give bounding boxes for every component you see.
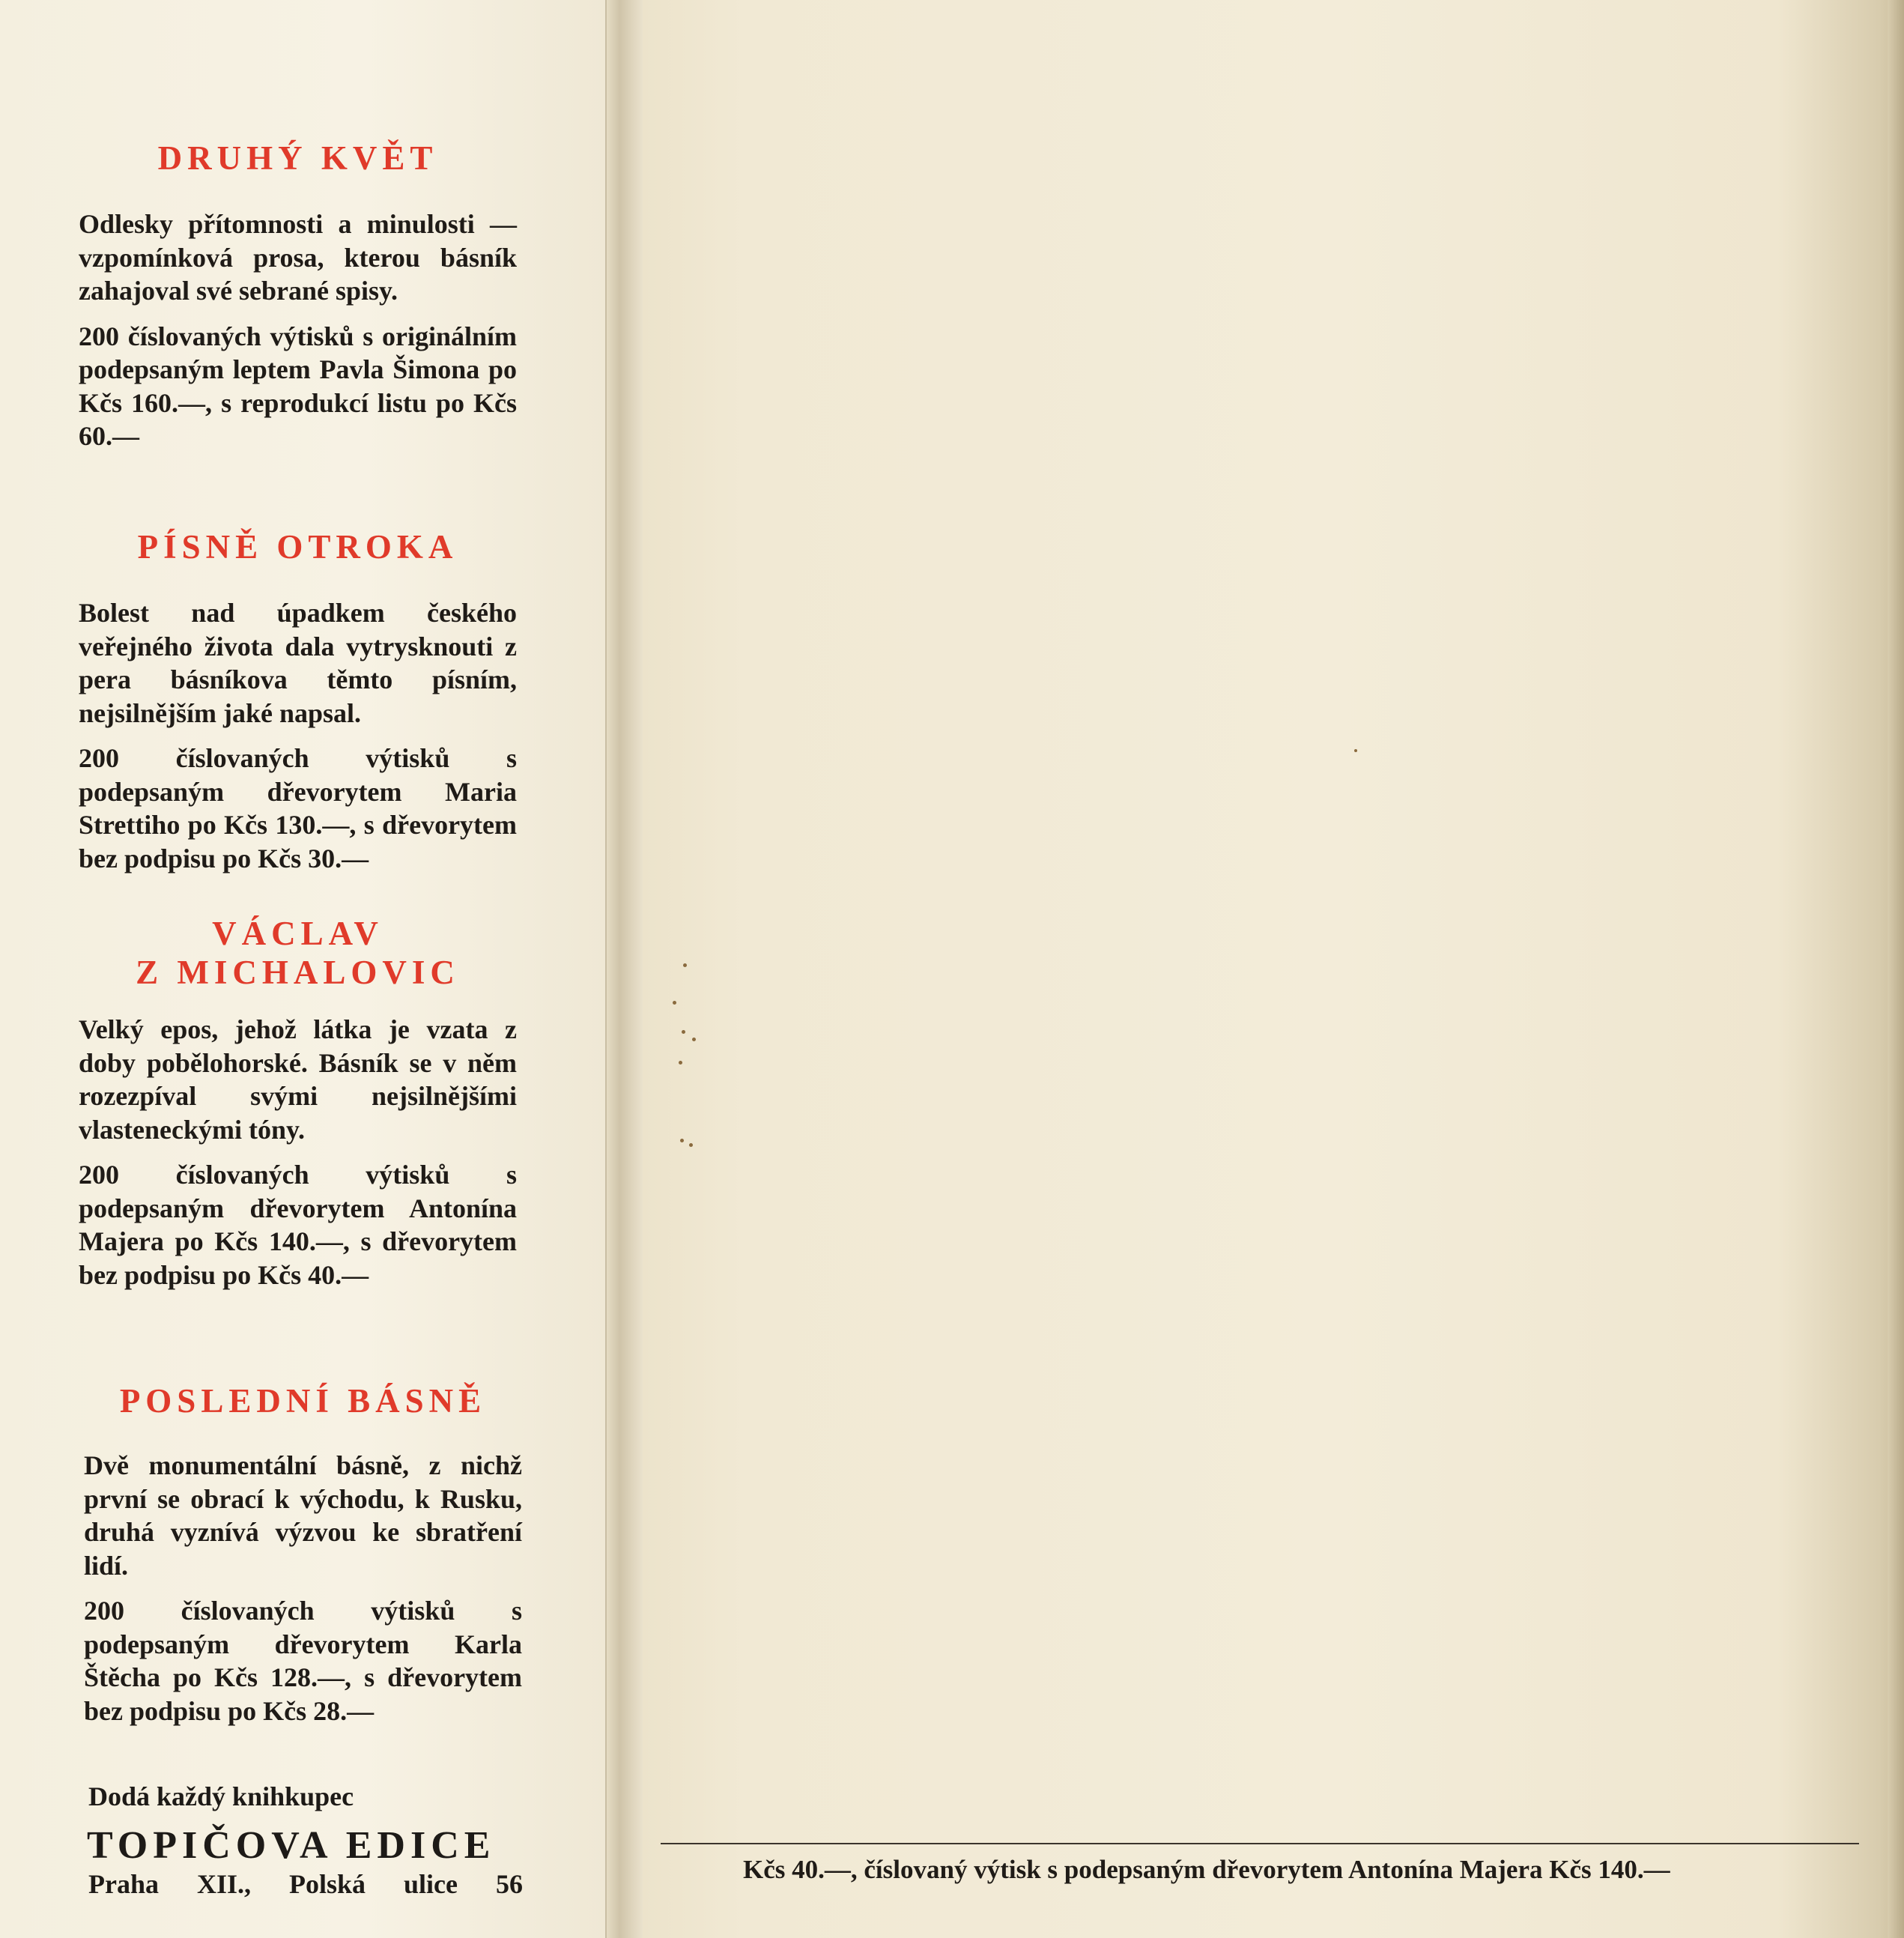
section-description: Odlesky přítomnosti a minulosti — vzpomínková prosa, kterou básník zahajoval své sebrané spisy. — [79, 209, 517, 306]
section-title: POSLEDNÍ BÁSNĚ — [119, 1382, 487, 1420]
section-description: Dvě monumentální básně, z nichž první se obrací k východu, k Rusku, druhá vyznívá výzvou ke sbratření lidí. — [84, 1450, 522, 1581]
publisher-address: Praha XII., Polská ulice 56 — [88, 1869, 523, 1899]
foxing-spot — [692, 1038, 696, 1041]
horizontal-rule — [661, 1843, 1859, 1844]
foxing-spot — [673, 1001, 676, 1005]
section-edition: 200 číslovaných výtisků s originálním podepsaným leptem Pavla Šimona po Kčs 160.—, s reprodukcí listu po Kčs 60.— — [79, 321, 517, 451]
section-posledni-basne — [84, 1383, 522, 1727]
spine-fold — [605, 0, 646, 1938]
section-title-line2: Z MICHALOVIC — [136, 954, 460, 991]
section-vaclav-z-michalovic — [79, 915, 517, 1292]
cover-price-line: Kčs 40.—, číslovaný výtisk s podepsaným dřevorytem Antonína Majera Kčs 140.— — [743, 1855, 1670, 1884]
back-cover — [643, 0, 1904, 1938]
foxing-spot — [680, 1139, 684, 1142]
foxing-spot — [1354, 749, 1357, 752]
foxing-spot — [682, 1030, 685, 1034]
publisher-name: TOPIČOVA EDICE — [87, 1824, 496, 1867]
foxing-spot — [683, 963, 687, 967]
section-title: PÍSNĚ OTROKA — [137, 528, 458, 566]
section-description: Bolest nad úpadkem českého veřejného života dala vytrysknouti z pera básníkova těmto písním, nejsilnějším jaké napsal. — [79, 598, 517, 728]
section-title-line1: VÁCLAV — [212, 915, 383, 952]
section-title: DRUHÝ KVĚT — [157, 139, 438, 177]
foxing-spot — [689, 1143, 693, 1147]
foxing-spot — [679, 1061, 682, 1065]
section-edition: 200 číslovaných výtisků s podepsaným dřevorytem Maria Strettiho po Kčs 130.—, s dřevorytem bez podpisu po Kčs 30.— — [79, 743, 517, 873]
section-druhy-kvet — [79, 140, 517, 453]
dust-jacket-flap — [0, 0, 605, 1938]
availability-note: Dodá každý knihkupec — [88, 1781, 354, 1811]
cover-edge-shadow — [1888, 0, 1904, 1938]
section-pisne-otroka — [79, 529, 517, 875]
section-edition: 200 číslovaných výtisků s podepsaným dřevorytem Karla Štěcha po Kčs 128.—, s dřevorytem bez podpisu po Kčs 28.— — [84, 1596, 522, 1726]
section-edition: 200 číslovaných výtisků s podepsaným dřevorytem Antonína Majera po Kčs 140.—, s dřevorytem bez podpisu po Kčs 40.— — [79, 1160, 517, 1290]
section-description: Velký epos, jehož látka je vzata z doby pobělohorské. Básník se v něm rozezpíval svými nejsilnějšími vlasteneckými tóny. — [79, 1014, 517, 1145]
